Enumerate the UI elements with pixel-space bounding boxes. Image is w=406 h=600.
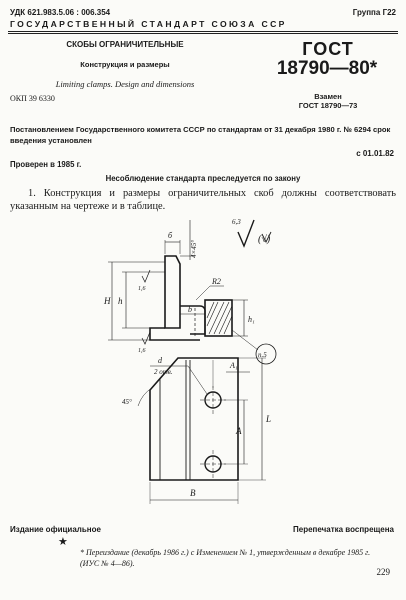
dim-holes: 2 отв. bbox=[154, 368, 173, 376]
dim-b: b bbox=[188, 305, 192, 314]
dim-45: 45° bbox=[122, 398, 132, 406]
group-code: Группа Г22 bbox=[352, 8, 396, 17]
side-view-block bbox=[205, 300, 232, 336]
dim-d: d bbox=[158, 356, 162, 365]
front-view-plate bbox=[150, 358, 238, 480]
reprint-notice: Перепечатка воспрещена bbox=[293, 525, 394, 534]
replaced-gost: ГОСТ 18790—73 bbox=[298, 101, 358, 110]
roughness-value: 6,3 bbox=[232, 218, 241, 226]
dim-roughness-2: 1,6 bbox=[138, 348, 146, 354]
dim-b-top: б bbox=[168, 231, 173, 240]
dim-chamfer: 4×45° bbox=[190, 239, 198, 258]
checked-note: Проверен в 1985 г. bbox=[10, 160, 82, 169]
udk-code: УДК 621.983.5.06 : 006.354 bbox=[10, 8, 111, 17]
dim-R2: R2 bbox=[212, 277, 221, 286]
dim-roughness-1: 1,6 bbox=[138, 286, 146, 292]
side-view-upright bbox=[165, 256, 180, 328]
header-rule-bottom bbox=[8, 33, 398, 34]
decree-text: Постановлением Государственного комитета СССР по стандартам от 31 декабря 1980 г. № 6294 срок введения установлен bbox=[10, 125, 391, 145]
roughness-paren: (√) bbox=[258, 234, 271, 245]
law-notice: Несоблюдение стандарта преследуется по закону bbox=[105, 174, 301, 183]
dim-h1: h₁ bbox=[248, 315, 255, 324]
official-edition: Издание официальное bbox=[10, 525, 101, 534]
replaced-label: Взамен bbox=[314, 92, 342, 101]
dim-B: B bbox=[190, 488, 196, 498]
technical-drawing bbox=[0, 210, 406, 520]
paragraph-1: 1. Конструкция и размеры ограничительных скоб должны соответствовать указанным на чертеже и в таблице. bbox=[10, 188, 396, 212]
dim-A: A bbox=[236, 426, 242, 436]
dim-L: L bbox=[266, 414, 272, 424]
header-rule-top bbox=[8, 31, 398, 32]
star-mark: ★ bbox=[58, 536, 68, 548]
page-number: 229 bbox=[376, 567, 390, 577]
item-note: п.5 bbox=[258, 351, 267, 359]
state-standard-heading: ГОСУДАРСТВЕННЫЙ СТАНДАРТ СОЮЗА ССР bbox=[10, 19, 287, 29]
english-title: Limiting clamps. Design and dimensions bbox=[55, 79, 195, 89]
gost-number: 18790—80* bbox=[276, 58, 378, 79]
footnote: * Переиздание (декабрь 1986 г.) с Изменением № 1, утвержденным в декабре 1985 г. (ИУС № 4—86). bbox=[80, 548, 371, 568]
document-title: СКОБЫ ОГРАНИЧИТЕЛЬНЫЕ bbox=[66, 40, 184, 49]
dim-h: h bbox=[118, 296, 123, 306]
dim-A1: A₁ bbox=[230, 361, 238, 370]
effective-date: с 01.01.82 bbox=[356, 149, 394, 158]
dim-H: H bbox=[104, 296, 111, 306]
okp-code: ОКП 39 6330 bbox=[10, 94, 55, 103]
document-subtitle: Конструкция и размеры bbox=[80, 60, 170, 69]
gost-label: ГОСТ bbox=[302, 39, 354, 59]
